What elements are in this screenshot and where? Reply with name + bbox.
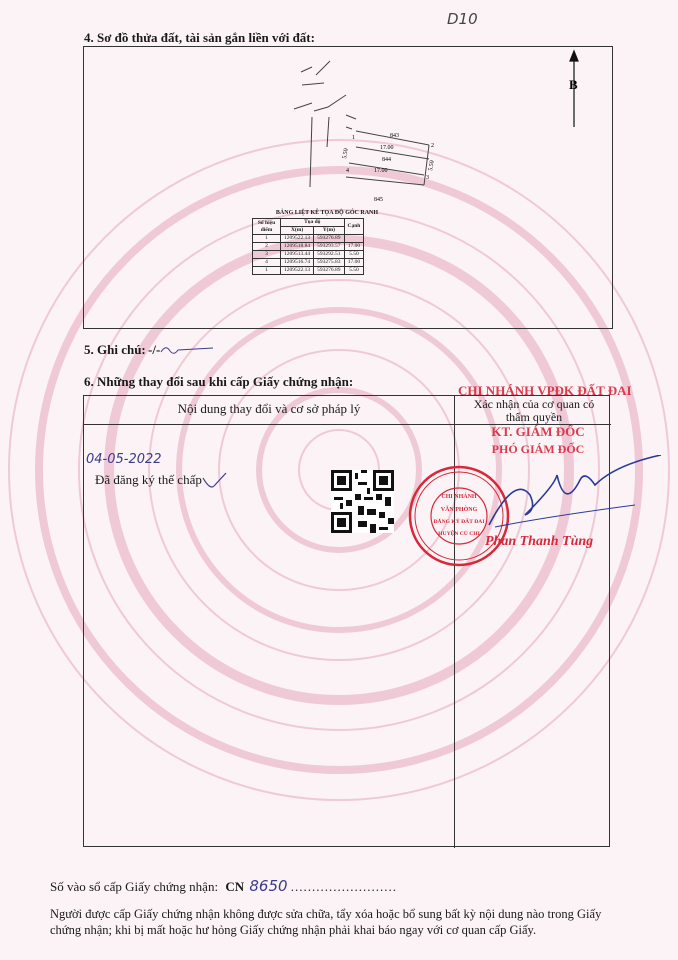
table-row xyxy=(253,259,364,267)
edge-top-label: 17.00 xyxy=(380,145,394,151)
section4-title: 4. Sơ đồ thửa đất, tài sản gắn liền với đất: xyxy=(84,30,315,45)
cell-x: 1209518.84 xyxy=(281,243,314,251)
cell-edge xyxy=(344,235,364,243)
cell-point: 3 xyxy=(253,251,281,259)
cell-edge: 17.00 xyxy=(344,259,364,267)
coords-head-point: Số hiệu điểm xyxy=(253,219,281,235)
corner-mark: D10 xyxy=(447,10,478,28)
entry-tick xyxy=(200,470,230,492)
section5-value: -/- xyxy=(148,342,161,357)
vertex-2: 2 xyxy=(431,143,434,149)
parcel-845: 845 xyxy=(374,197,383,203)
cell-x: 1209522.13 xyxy=(281,267,314,275)
signature xyxy=(485,455,665,535)
seal-line-2: VĂN PHÒNG xyxy=(440,507,478,513)
vertex-3: 3 xyxy=(426,175,429,181)
cell-point: 2 xyxy=(253,243,281,251)
qr-code xyxy=(331,470,394,533)
register-label: Số vào sổ cấp Giấy chứng nhận: xyxy=(50,879,219,894)
seal-line-4: HUYỆN CỦ CHI xyxy=(438,531,480,537)
cell-x: 1209516.74 xyxy=(281,259,314,267)
register-dots: ......................... xyxy=(290,879,398,894)
cell-edge: 5.50 xyxy=(344,267,364,275)
edge-right-label: 5.50 xyxy=(428,159,436,172)
cell-point: 1 xyxy=(253,267,281,275)
section5-title: 5. Ghi chú: xyxy=(84,342,146,357)
cell-y: 593276.89 xyxy=(314,267,344,275)
signer-name: Phan Thanh Tùng xyxy=(485,534,594,549)
parcel-drawing xyxy=(84,47,614,330)
cell-y: 593275.83 xyxy=(314,259,344,267)
cell-x: 1209513.44 xyxy=(281,251,314,259)
edge-left-label: 5.50 xyxy=(342,147,350,160)
col-content-header: Nội dung thay đổi và cơ sở pháp lý xyxy=(177,401,361,416)
stamp-header-2: KT. GIÁM ĐỐC xyxy=(491,424,585,439)
cell-edge: 5.50 xyxy=(344,251,364,259)
col-confirm-header: Xác nhận của cơ quan có thẩm quyền xyxy=(473,397,595,424)
north-label: B xyxy=(569,77,578,92)
vertex-1: 1 xyxy=(352,135,355,141)
cell-point: 1 xyxy=(253,235,281,243)
cell-edge: 17.00 xyxy=(344,243,364,251)
seal-line-1: CHI NHÁNH xyxy=(441,494,477,500)
table-row xyxy=(253,235,364,243)
coords-head-coords: Tọa độ xyxy=(281,219,345,227)
coords-head-y: Y(m) xyxy=(314,227,344,235)
register-line xyxy=(50,877,430,895)
coords-table-title: BẢNG LIỆT KÊ TỌA ĐỘ GÓC RANH xyxy=(275,210,379,216)
cell-point: 4 xyxy=(253,259,281,267)
stamp-header-3: PHÓ GIÁM ĐỐC xyxy=(491,442,585,456)
table-row xyxy=(253,251,364,259)
table-row xyxy=(253,267,364,275)
register-prefix: CN xyxy=(225,879,245,894)
coords-head-x: X(m) xyxy=(281,227,314,235)
table-row xyxy=(253,243,364,251)
footer-note: Người được cấp Giấy chứng nhận không được sửa chữa, tẩy xóa hoặc bổ sung bất kỳ nội dung nào trong Giấy chứng nhận; khi bị mất hoặc hư hỏng Giấy chứng nhận phải khai báo ngay với cơ quan cấp Giấy. xyxy=(50,907,602,937)
parcel-sketch xyxy=(83,46,613,329)
cell-y: 593276.89 xyxy=(314,235,344,243)
coords-head-edge: Cạnh xyxy=(344,219,364,235)
vertex-4: 4 xyxy=(346,168,349,174)
parcel-843: 843 xyxy=(390,133,399,139)
parcel-844: 844 xyxy=(382,157,391,163)
note-scribble xyxy=(158,344,218,358)
coords-table xyxy=(252,218,364,275)
edge-bottom-label: 17.00 xyxy=(374,168,388,174)
change-entry: Đã đăng ký thế chấp xyxy=(95,472,202,487)
cell-y: 593293.57 xyxy=(314,243,344,251)
register-number: 8650 xyxy=(249,877,288,895)
section6-title: 6. Những thay đổi sau khi cấp Giấy chứng nhận: xyxy=(84,374,354,389)
change-date: 04-05-2022 xyxy=(86,452,162,467)
seal-line-3: ĐĂNG KÝ ĐẤT ĐAI xyxy=(433,519,485,525)
cell-x: 1209522.13 xyxy=(281,235,314,243)
stamp-header-1: CHI NHÁNH VPĐK ĐẤT ĐAI xyxy=(458,383,632,398)
cell-y: 593292.51 xyxy=(314,251,344,259)
